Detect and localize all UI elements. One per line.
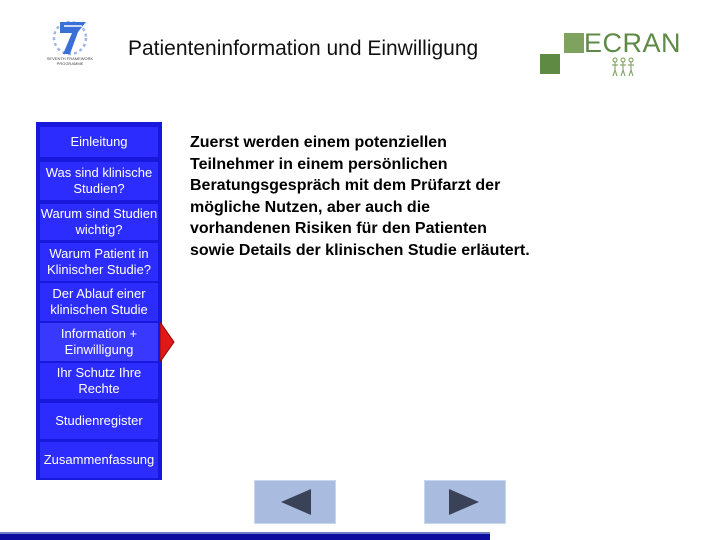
- sidebar-item-einleitung[interactable]: Einleitung: [40, 127, 158, 157]
- sidebar-item-warum-patient[interactable]: Warum Patient in Klinischer Studie?: [40, 243, 158, 281]
- fp7-logo: [30, 16, 110, 74]
- triangle-left-icon: [277, 487, 313, 517]
- ecran-square-dark: [540, 54, 560, 74]
- ecran-logo: [538, 28, 682, 84]
- main-body-text: Zuerst werden einem potenziellen Teilnehmer in einem persönlichen Beratungsgespräch mit dem Prüfarzt der mögliche Nutzen, aber auch die vorhandenen Risiken für den Patienten sowie Details der klinischen Studie erläutert.: [190, 134, 530, 259]
- previous-button[interactable]: [254, 480, 336, 524]
- sidebar-nav: [36, 122, 162, 480]
- triangle-right-icon: [447, 487, 483, 517]
- fp7-logo-icon: [30, 16, 110, 58]
- sidebar-item-zusammenfassung[interactable]: Zusammenfassung: [40, 442, 158, 478]
- people-figures-icon: [610, 56, 636, 78]
- sidebar-item-ihr-schutz[interactable]: Ihr Schutz Ihre Rechte: [40, 363, 158, 399]
- sidebar-item-ablauf[interactable]: Der Ablauf einer klinischen Studie: [40, 283, 158, 321]
- page-title: Patienteninformation und Einwilligung: [128, 37, 479, 60]
- sidebar-item-studienregister[interactable]: Studienregister: [40, 403, 158, 439]
- red-arrow-pointer-icon: [160, 322, 176, 362]
- sidebar-item-was-sind-klinische-studien[interactable]: Was sind klinische Studien?: [40, 162, 158, 200]
- sidebar-item-warum-sind-studien-wichtig[interactable]: Warum sind Studien wichtig?: [40, 204, 158, 240]
- bottom-bar-highlight: [0, 532, 490, 534]
- bottom-bar: [0, 532, 490, 540]
- ecran-wordmark: ECRAN: [584, 28, 682, 58]
- sidebar-item-information-einwilligung[interactable]: Information + Einwilligung: [40, 323, 158, 361]
- next-button[interactable]: [424, 480, 506, 524]
- ecran-square-light: [564, 33, 584, 53]
- fp7-caption: SEVENTH FRAMEWORK PROGRAMME: [46, 56, 94, 66]
